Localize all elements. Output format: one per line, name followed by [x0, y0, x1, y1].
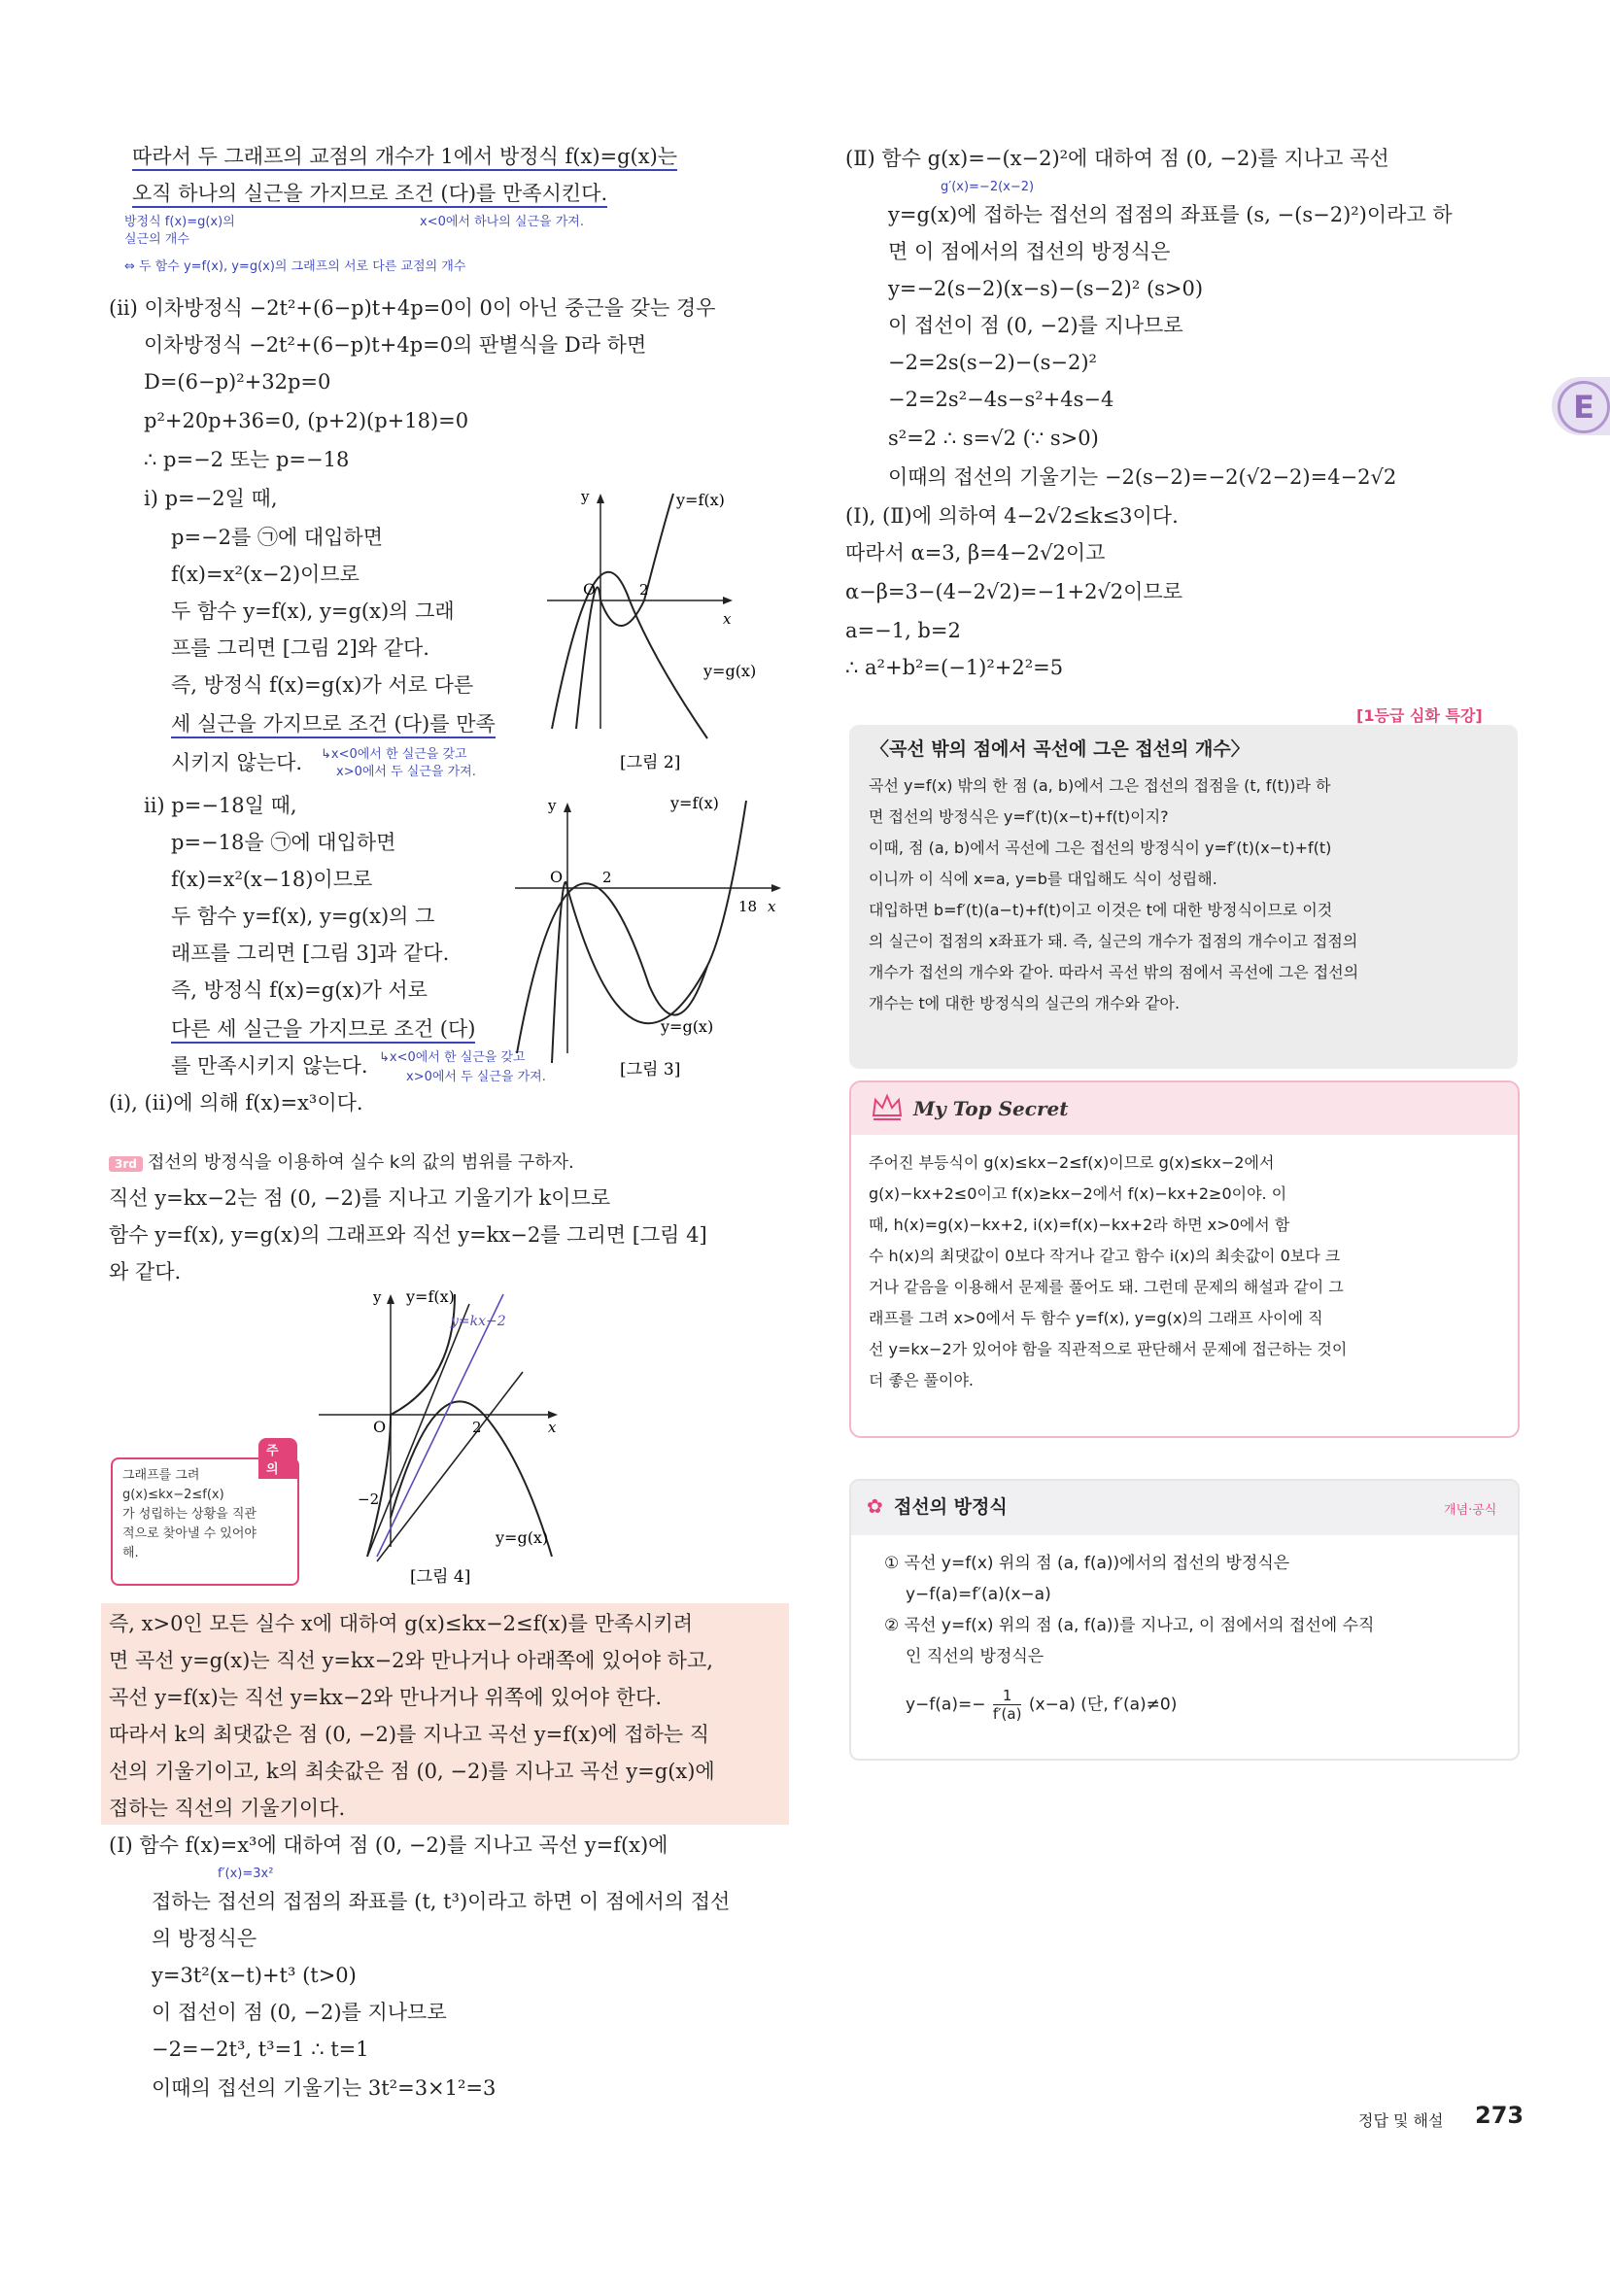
text-line: 다른 세 실근을 가지므로 조건 (다) [171, 1014, 475, 1044]
y-axis-arrow-icon [597, 494, 604, 503]
text-line: −2=−2t³, t³=1 ∴ t=1 [152, 2038, 369, 2061]
axis-label-y: y [581, 488, 590, 505]
annotation: ⇔ 두 함수 y=f(x), y=g(x)의 그래프의 서로 다른 교점의 개수 [124, 259, 466, 274]
crown-icon [871, 1092, 904, 1121]
line-kx-2 [377, 1294, 503, 1557]
x-axis-arrow-icon [723, 597, 733, 604]
special-title: 〈곡선 밖의 점에서 곡선에 그은 접선의 개수〉 [871, 738, 1250, 760]
special-line: 면 접선의 방정식은 y=f′(t)(x−t)+f(t)이지? [869, 807, 1169, 826]
text-line: 의 방정식은 [152, 1927, 257, 1950]
annotation: ↳x<0에서 한 실근을 갖고 [321, 747, 467, 762]
concept-tag: 개념·공식 [1444, 1503, 1497, 1518]
text-line: p²+20p+36=0, (p+2)(p+18)=0 [144, 409, 469, 432]
text-line: i) p=−2일 때, [144, 487, 278, 510]
text-line: (Ⅱ) 함수 g(x)=−(x−2)²에 대하여 점 (0, −2)를 지나고 곡선 [845, 147, 1389, 170]
special-line: 개수는 t에 대한 방정식의 실근의 개수와 같아. [869, 994, 1181, 1012]
secret-line: 때, h(x)=g(x)−kx+2, i(x)=f(x)−kx+2라 하면 x>0에서 함 [869, 1216, 1290, 1234]
figure-3 [513, 791, 795, 1082]
secret-line: 수 h(x)의 최댓값이 0보다 작거나 같고 함수 i(x)의 최솟값이 0보다 크 [869, 1247, 1341, 1265]
figure-2 [542, 486, 795, 777]
special-line: 대입하면 b=f′(t)(a−t)+f(t)이고 이것은 t에 대한 방정식이므로 이것 [869, 901, 1333, 919]
warning-box [111, 1444, 299, 1586]
annotation: x<0에서 하나의 실근을 가져. [420, 215, 584, 229]
curve-label-g: y=g(x) [661, 1017, 714, 1036]
text-line: ∴ p=−2 또는 p=−18 [144, 448, 350, 471]
text-line: (Ⅰ), (Ⅱ)에 의하여 4−2√2≤k≤3이다. [845, 504, 1179, 528]
figure-caption: [그림 2] [620, 753, 681, 772]
curve-f [552, 801, 746, 1063]
text-line: p=−18을 ㉠에 대입하면 [171, 831, 396, 854]
text-line: f(x)=x²(x−18)이므로 [171, 868, 373, 891]
secret-line: 거나 같음을 이용해서 문제를 풀어도 돼. 그런데 문제의 해설과 같이 그 [869, 1278, 1344, 1296]
curve-label-g: y=g(x) [703, 662, 757, 680]
special-tag: [1등급 심화 특강] [1356, 706, 1483, 725]
axis-label-x: x [548, 1419, 557, 1436]
figure-4 [309, 1285, 591, 1595]
text-line: a=−1, b=2 [845, 619, 961, 642]
text-line: 오직 하나의 실근을 가지므로 조건 (다)를 만족시킨다. [132, 179, 607, 208]
tick-label: 2 [602, 869, 612, 886]
text-line: (i), (ii)에 의해 f(x)=x³이다. [109, 1091, 363, 1114]
axis-label-y: y [373, 1288, 382, 1306]
text-line: 접하는 직선의 기울기이다. [109, 1797, 346, 1820]
text-line: y=g(x)에 접하는 접선의 접점의 좌표를 (s, −(s−2)²)이라고 하 [888, 203, 1453, 226]
text-line: p=−2를 ㉠에 대입하면 [171, 526, 384, 549]
text-line: 함수 y=f(x), y=g(x)의 그래프와 직선 y=kx−2를 그리면 [그림 4] [109, 1223, 707, 1247]
warning-line: 적으로 찾아낼 수 있어야 [122, 1526, 257, 1541]
axis-label-y: y [548, 797, 557, 814]
special-line: 곡선 y=f(x) 밖의 한 점 (a, b)에서 그은 접선의 접점을 (t, f(t))라 하 [869, 776, 1331, 795]
secret-line: 더 좋은 풀이야. [869, 1371, 974, 1389]
text-line: 프를 그리면 [그림 2]와 같다. [171, 636, 429, 660]
step-title: 접선의 방정식을 이용하여 실수 k의 값의 범위를 구하자. [148, 1152, 574, 1173]
text-line: 즉, 방정식 f(x)=g(x)가 서로 [171, 978, 428, 1002]
text-line: 이 접선이 점 (0, −2)를 지나므로 [152, 2001, 447, 2024]
text-line: 이 접선이 점 (0, −2)를 지나므로 [888, 314, 1183, 337]
text-line: 이차방정식 −2t²+(6−p)t+4p=0의 판별식을 D라 하면 [144, 333, 647, 357]
secret-line: g(x)−kx+2≤0이고 f(x)≥kx−2에서 f(x)−kx+2≥0이야. 이 [869, 1184, 1287, 1203]
text-line: (Ⅰ) 함수 f(x)=x³에 대하여 점 (0, −2)를 지나고 곡선 y=f(x)에 [109, 1833, 668, 1857]
concept-line: ① 곡선 y=f(x) 위의 점 (a, f(a))에서의 접선의 방정식은 [884, 1554, 1290, 1573]
tick-label: −2 [358, 1491, 380, 1508]
annotation: f′(x)=3x² [218, 1867, 274, 1881]
text-line: 를 만족시키지 않는다. [171, 1054, 368, 1078]
annotation: 방정식 f(x)=g(x)의 [124, 215, 235, 229]
footer-label: 정답 및 해설 [1358, 2111, 1444, 2130]
figure-caption: [그림 4] [410, 1567, 471, 1587]
curve-label-f: y=f(x) [406, 1287, 455, 1306]
text-line: α−β=3−(4−2√2)=−1+2√2이므로 [845, 580, 1183, 603]
text-line: 따라서 두 그래프의 교점의 개수가 1에서 방정식 f(x)=g(x)는 [132, 142, 677, 171]
text-line: 와 같다. [109, 1260, 182, 1284]
axis-label-x: x [723, 610, 732, 628]
curve-label-g: y=g(x) [496, 1528, 549, 1547]
special-line: 이니까 이 식에 x=a, y=b를 대입해도 식이 성립해. [869, 870, 1217, 888]
secret-line: 선 y=kx−2가 있어야 함을 직관적으로 판단해서 문제에 접근하는 것이 [869, 1340, 1348, 1358]
text-line: y=−2(s−2)(x−s)−(s−2)² (s>0) [888, 277, 1204, 300]
text-line: ∴ a²+b²=(−1)²+2²=5 [845, 656, 1064, 679]
annotation: g′(x)=−2(x−2) [941, 180, 1035, 194]
concept-box [849, 1479, 1520, 1761]
special-line: 이때, 점 (a, b)에서 곡선에 그은 접선의 방정식이 y=f′(t)(x−t)+f(t) [869, 839, 1332, 857]
text-line: 래프를 그리면 [그림 3]과 같다. [171, 942, 450, 965]
special-box [849, 725, 1518, 1069]
concept-line: y−f(a)=f′(a)(x−a) [906, 1585, 1051, 1604]
figure-caption: [그림 3] [620, 1060, 681, 1079]
page-number: 273 [1475, 2102, 1524, 2129]
curve-g [552, 572, 707, 738]
special-line: 의 실근이 접점의 x좌표가 돼. 즉, 실근의 개수가 접점의 개수이고 접점의 [869, 932, 1358, 950]
annotation: ↳x<0에서 한 실근을 갖고 [379, 1050, 526, 1065]
text-line: −2=2s(s−2)−(s−2)² [888, 351, 1097, 374]
text-line: −2=2s²−4s−s²+4s−4 [888, 388, 1114, 411]
line-label: y=kx−2 [451, 1314, 506, 1329]
annotation: x>0에서 두 실근을 가져. [336, 765, 476, 779]
y-axis-arrow-icon [387, 1294, 394, 1304]
text-line: 접하는 접선의 접점의 좌표를 (t, t³)이라고 하면 이 점에서의 접선 [152, 1890, 731, 1913]
flower-icon: ✿ [867, 1494, 883, 1518]
secret-line: 주어진 부등식이 g(x)≤kx−2≤f(x)이므로 g(x)≤kx−2에서 [869, 1153, 1275, 1172]
concept-line: 인 직선의 방정식은 [906, 1647, 1045, 1666]
curve-f [576, 494, 673, 729]
text-line: 이때의 접선의 기울기는 3t²=3×1²=3 [152, 2076, 497, 2100]
axis-label-x: x [768, 898, 776, 915]
text-line: 직선 y=kx−2는 점 (0, −2)를 지나고 기울기가 k이므로 [109, 1186, 611, 1210]
warning-line: 가 성립하는 상황을 직관 [122, 1507, 257, 1522]
concept-formula: y−f(a)=− $\frac{1}{f'(a)}$ (x−a) (단, f′(a)≠0) [906, 1687, 1178, 1723]
secret-box [849, 1080, 1520, 1438]
tick-label: 2 [639, 581, 649, 599]
tick-label: 18 [738, 898, 758, 915]
tick-label: 2 [472, 1419, 482, 1436]
annotation: 실근의 개수 [124, 232, 189, 247]
text-line: (ii) 이차방정식 −2t²+(6−p)t+4p=0이 0이 아닌 중근을 갖는 경우 [109, 296, 716, 320]
concept-title: 접선의 방정식 [894, 1496, 1008, 1518]
text-line: 따라서 α=3, β=4−2√2이고 [845, 541, 1106, 565]
warning-line: 해. [122, 1546, 139, 1560]
secret-line: 래프를 그려 x>0에서 두 함수 y=f(x), y=g(x)의 그래프 사이에 직 [869, 1309, 1323, 1327]
text-line: y=3t²(x−t)+t³ (t>0) [152, 1964, 357, 1987]
text-line: 즉, 방정식 f(x)=g(x)가 서로 다른 [171, 673, 474, 697]
text-line: 선의 기울기이고, k의 최솟값은 점 (0, −2)를 지나고 곡선 y=g(x)에 [109, 1760, 715, 1783]
chapter-tab[interactable]: E [1552, 377, 1610, 435]
text-line: D=(6−p)²+32p=0 [144, 370, 331, 394]
text-line: 두 함수 y=f(x), y=g(x)의 그 [171, 905, 435, 928]
annotation: x>0에서 두 실근을 가져. [406, 1070, 546, 1084]
y-axis-arrow-icon [564, 803, 571, 812]
text-line: 곡선 y=f(x)는 직선 y=kx−2와 만나거나 위쪽에 있어야 한다. [109, 1686, 662, 1709]
text-line: 세 실근을 가지므로 조건 (다)를 만족 [171, 709, 496, 738]
text-line: 즉, x>0인 모든 실수 x에 대하여 g(x)≤kx−2≤f(x)를 만족시키려 [109, 1612, 694, 1635]
text-line: 시키지 않는다. [171, 751, 303, 774]
origin-label: O [373, 1418, 387, 1436]
warning-line: g(x)≤kx−2≤f(x) [122, 1488, 224, 1502]
warning-line: 그래프를 그려 [122, 1468, 200, 1483]
origin-label: O [550, 868, 564, 886]
special-line: 개수가 접선의 개수와 같아. 따라서 곡선 밖의 점에서 곡선에 그은 접선의 [869, 963, 1359, 981]
text-line: 따라서 k의 최댓값은 점 (0, −2)를 지나고 곡선 y=f(x)에 접하는 직 [109, 1723, 710, 1746]
x-axis-arrow-icon [548, 1411, 558, 1419]
text-line: 면 곡선 y=g(x)는 직선 y=kx−2와 만나거나 아래쪽에 있어야 하고, [109, 1649, 713, 1672]
step-badge: 3rd [109, 1156, 143, 1172]
curve-label-f: y=f(x) [676, 491, 725, 509]
concept-line: ② 곡선 y=f(x) 위의 점 (a, f(a))를 지나고, 이 점에서의 접선에 수직 [884, 1616, 1375, 1635]
text-line: s²=2 ∴ s=√2 (∵ s>0) [888, 427, 1099, 450]
text-line: 두 함수 y=f(x), y=g(x)의 그래 [171, 600, 455, 623]
origin-label: O [583, 580, 597, 599]
text-line: ii) p=−18일 때, [144, 794, 297, 817]
text-line: 면 이 점에서의 접선의 방정식은 [888, 240, 1171, 263]
x-axis-arrow-icon [771, 884, 781, 892]
text-line: 이때의 접선의 기울기는 −2(s−2)=−2(√2−2)=4−2√2 [888, 465, 1397, 489]
secret-title: My Top Secret [913, 1097, 1069, 1120]
warning-tag: 주의 [258, 1438, 297, 1479]
text-line: f(x)=x²(x−2)이므로 [171, 563, 360, 586]
curve-label-f: y=f(x) [670, 794, 719, 812]
